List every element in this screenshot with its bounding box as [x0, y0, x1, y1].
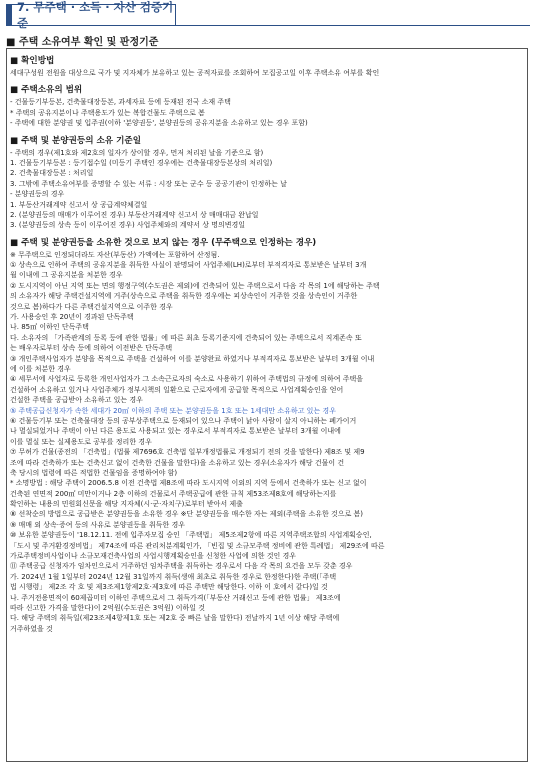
- text-line: 가. 2024년 1월 1일부터 2024년 12월 31일까지 취득(생애 최초로 취득한 경우로 한정한다)한 주택(「주택: [10, 572, 337, 581]
- text-line: - 분양권등의 경우: [10, 190, 65, 199]
- text-line: 법 시행령」 제2조 각 호 및 제3조제1항제2호·제3호에 따른 주택만 해당한다. 이하 이 호에서 같다)일 것: [10, 583, 328, 592]
- text-line: 1. 건물등기부등본 : 등기접수일 (미등기 주택인 경우에는 건축물대장등본상의 처리일): [10, 158, 273, 167]
- text-line: 조에 따라 건축하가 또는 건축신고 없이 건축한 건물을 말한다)을 소유하고 있는 경우(소유자가 해당 건물이 건: [10, 458, 345, 467]
- text-line: - 주택에 대한 분양권 및 입주권(이하 '분양권등', 분양권등의 공유지분을 소유하고 있는 경우 포함): [10, 119, 308, 128]
- text-line: 가로주택정비사업이나 소규모재건축사업의 사업시행계획승인을 신청한 사업에 의한 것인 경우: [10, 552, 297, 561]
- text-line: ⑩ 보유한 분양권등이 '18.12.11. 전에 입주자모집 승인 「주택법」 제5조제2항에 따른 지역주택조합의 사업계획승인,: [10, 531, 372, 540]
- text-line: 3. (분양권등의 상속 등이 이루어진 경우) 사업주체와의 계약서 상 명의변경일: [10, 221, 246, 230]
- text-line: - 주택의 경우(제1호와 제2호의 일자가 상이할 경우, 먼저 처리된 날을 기준으로 함): [10, 148, 264, 157]
- section-title: 7. 무주택 · 소득 · 자산 검증기준: [6, 4, 176, 26]
- text-line: 확인하는 내용의 민원회신문을 해당 지자체(시·군·자치구)로부터 받아서 제출: [10, 500, 243, 509]
- text-line: 1. 부동산거래계약 신고서 상 공급계약체결일: [10, 200, 148, 209]
- text-line: 에 이를 처분한 경우: [10, 364, 71, 373]
- text-line: ⑨ 매매 외 상속·증여 등의 사유로 분양권등을 취득한 경우: [10, 520, 186, 529]
- text-line: ① 상속으로 인하여 주택의 공유지분을 취득한 사실이 판명되어 사업주체(LH)로부터 부적격자로 통보받은 날부터 3개: [10, 261, 367, 270]
- text-line: 월 이내에 그 공유지분을 처분한 경우: [10, 271, 123, 280]
- text-line: ⑤ 주택공급신청자가 속한 세대가 20㎡ 이하의 주택 또는 분양권등을 1호 또는 1세대만 소유하고 있는 경우: [10, 406, 336, 415]
- text-line: 이를 멸실 또는 실제용도로 공부를 정리한 경우: [10, 437, 152, 446]
- text-line: ⑦ 무허가 건물(종전의 「건축법」(법률 제7696호 건축법 일부개정법률로 개정되기 전의 것을 말한다) 제8조 및 제9: [10, 448, 365, 457]
- criteria-content: [10, 52, 524, 634]
- text-line: 건축된 연면적 200㎡ 미만이거나 2층 이하의 건물로서 주택공급에 관한 규칙 제53조제8호에 해당하는지를: [10, 489, 337, 498]
- text-line: ④ 세무서에 사업자로 등록한 개인사업자가 그 소속근로자의 숙소로 사용하기 위하여 주택법의 규정에 의하여 주택을: [10, 375, 364, 384]
- text-line: - 건물등기부등본, 건축물대장등본, 과세자료 등에 등재된 전국 소재 주택: [10, 98, 231, 107]
- subsection-heading: ■ 주택 및 분양권등의 소유 기준일: [10, 135, 141, 146]
- text-line: 의 소유자가 해당 주택건설지역에 거주(상속으로 주택을 취득한 경우에는 피상속인이 거주한 것을 상속인이 거주한: [10, 292, 358, 301]
- text-line: * 주택의 공유지분이나 주택용도가 있는 복합건물도 주택으로 봄: [10, 108, 205, 117]
- subsection-heading: ■ 확인방법: [10, 56, 55, 66]
- text-line: 축 당시의 법령에 따른 적법한 건물임을 증명하여야 함): [10, 468, 178, 477]
- title-rule: [176, 25, 530, 26]
- text-line: 2. (분양권등의 매매가 이루어진 경우) 부동산거래계약 신고서 상 매매대금 완납일: [10, 210, 259, 219]
- text-line: 가. 사용승인 후 20년이 경과된 단독주택: [10, 313, 134, 322]
- text-line: 는 배우자로부터 상속 등에 의하여 이전받은 단독주택: [10, 344, 173, 353]
- spacer: [10, 78, 524, 81]
- text-line: * 소명방법 : 해당 주택이 2006.5.8 이전 건축법 제8조에 따라 도시지역 이외의 지역 등에서 건축하가 또는 신고 없이: [10, 479, 367, 488]
- text-line: 것으로 봄)하다가 다른 주택건설지역으로 이주한 경우: [10, 302, 173, 311]
- text-line: 따라 신고한 가격을 말한다)이 2억원(수도권은 3억원) 이하일 것: [10, 603, 205, 612]
- text-line: 「도시 및 주거환경정비법」 제74조에 따른 관리처분계획인가, 「빈집 및 소규모주택 정비에 관한 특례법」 제29조에 따른: [10, 541, 385, 550]
- text-line: 거주하였을 것: [10, 624, 53, 633]
- text-line: ⑥ 건물등기부 또는 건축물대장 등의 공부상주택으로 등재되어 있으나 주택이 낡아 사람이 살지 아니하는 폐가이거: [10, 416, 357, 425]
- text-line: 3. 그밖에 주택소유여부를 증명할 수 있는 서류 : 시장 또는 군수 등 공공기관이 인정하는 날: [10, 179, 287, 188]
- text-line: ⑧ 선착순의 방법으로 공급받은 분양권등을 소유한 경우 ※단 분양권등을 매수한 자는 제외(주택을 소유한 것으로 봄): [10, 510, 364, 519]
- text-line: ※ 무주택으로 인정되더라도 자산(부동산) 가액에는 포함하여 산정됨.: [10, 250, 220, 259]
- text-line: 2. 건축물대장등본 : 처리일: [10, 169, 94, 178]
- text-line: 다. 소유자의 「가족관계의 등록 등에 관한 법률」에 따른 최초 등록기준지에 건축되어 있는 주택으로서 직계존속 또: [10, 333, 362, 342]
- spacer: [10, 129, 524, 132]
- text-line: 나. 주거전용면적이 60제곱미터 이하인 주택으로서 그 취득가격(「부동산 거래신고 등에 관한 법률」 제3조에: [10, 593, 341, 602]
- text-line: 나. 85㎡ 이하인 단독주택: [10, 323, 89, 332]
- text-line: 나 멸실되었거나 주택이 아닌 다른 용도로 사용되고 있는 경우로서 부적격자로 통보받은 날부터 3개월 이내에: [10, 427, 341, 436]
- text-line: ② 도시지역이 아닌 지역 또는 면의 행정구역(수도권은 제외)에 건축되어 있는 주택으로서 다음 각 목의 1에 해당하는 주택: [10, 281, 380, 290]
- text-line: 건설한 주택을 공급받아 소유하고 있는 경우: [10, 396, 143, 405]
- text-line: 세대구성원 전원을 대상으로 국가 및 지자체가 보유하고 있는 공적자료를 조회하여 모집공고일 이후 주택소유 여부를 확인: [10, 69, 380, 77]
- text-line: ⑪ 주택공급 신청자가 임차인으로서 거주하던 임차주택을 취득하는 경우로서 다음 각 목의 요건을 모두 갖춘 경우: [10, 562, 353, 571]
- text-line: 다. 해당 주택의 취득일(제23조제4항제1호 또는 제2호 중 빠른 날을 말한다) 전날까지 1년 이상 해당 주택에: [10, 614, 340, 623]
- text-line: 건설하여 소유하고 있거나 사업주체가 정부시책의 일환으로 근로자에게 공급할 목적으로 사업계획승인을 얻어: [10, 385, 344, 394]
- subsection-heading: ■ 주택소유의 범위: [10, 85, 83, 96]
- text-line: ③ 개인주택사업자가 분양을 목적으로 주택을 건설하여 이를 분양완료 하였거나 부적격자로 통보받은 날부터 3개월 이내: [10, 354, 375, 363]
- subsection-heading: ■ 주택 및 분양권등을 소유한 것으로 보지 않는 경우 (무주택으로 인정하는 경우): [10, 237, 317, 248]
- main-heading: ■ 주택 소유여부 확인 및 판정기준: [6, 37, 159, 48]
- spacer: [10, 231, 524, 234]
